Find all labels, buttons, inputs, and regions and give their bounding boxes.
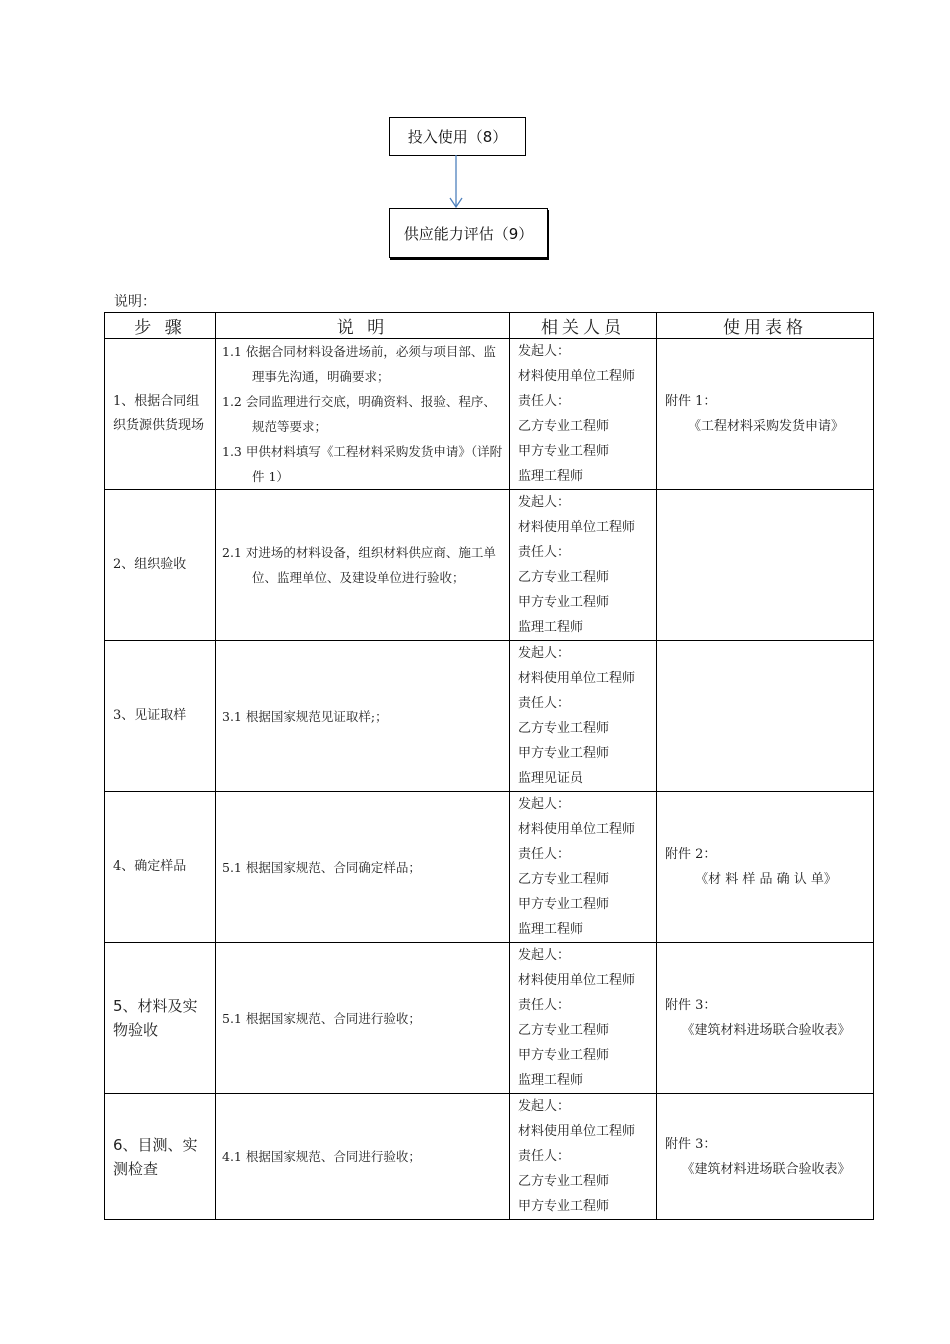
- table-row: [105, 792, 874, 943]
- process-table: [104, 312, 874, 1220]
- people-line: 甲方专业工程师: [518, 1199, 610, 1214]
- description-item: 4.1 根据国家规范、合同进行验收；: [222, 1149, 421, 1164]
- people-line: 责任人：: [518, 998, 571, 1013]
- people-cell: [510, 641, 657, 792]
- description-item: 3.1 根据国家规范见证取样;；: [222, 708, 388, 724]
- people-line: 甲方专业工程师: [518, 1048, 610, 1063]
- flow-box-use: [389, 117, 526, 156]
- people-line: 甲方专业工程师: [518, 746, 610, 761]
- form-cell: [657, 339, 874, 490]
- table-row: [105, 339, 874, 490]
- description-cell: [216, 641, 510, 792]
- people-line: 责任人：: [518, 1149, 571, 1164]
- people-line: 责任人：: [518, 696, 571, 711]
- people-line: 发起人：: [518, 344, 571, 359]
- description-item: 5.1 根据国家规范、合同确定样品；: [222, 859, 421, 875]
- people-line: 监理工程师: [518, 620, 584, 635]
- table-row: [105, 943, 874, 1094]
- table-row: [105, 641, 874, 792]
- people-line: 材料使用单位工程师: [518, 520, 636, 535]
- table-row: [105, 490, 874, 641]
- header-description: 说 明: [216, 313, 510, 339]
- people-cell: [510, 1094, 657, 1220]
- step-cell: 1、根据合同组织货源供货现场: [105, 339, 216, 490]
- header-step: 步 骤: [105, 313, 216, 339]
- step-cell: 4、确定样品: [105, 792, 216, 943]
- people-cell: [510, 339, 657, 490]
- people-line: 材料使用单位工程师: [518, 671, 636, 686]
- people-line: 发起人：: [518, 495, 571, 510]
- description-item: 2.1 对进场的材料设备，组织材料供应商、施工单位、监理单位、及建设单位进行验收；: [222, 545, 496, 585]
- flow-box-evaluation-label: 供应能力评估（9）: [403, 224, 534, 243]
- description-item: 1.1 依据合同材料设备进场前，必须与项目部、监理事先沟通，明确要求；: [222, 344, 496, 384]
- people-line: 材料使用单位工程师: [518, 369, 636, 384]
- description-cell: [216, 1094, 510, 1220]
- step-cell: 5、材料及实物验收: [105, 943, 216, 1094]
- people-line: 责任人：: [518, 394, 571, 409]
- people-cell: [510, 943, 657, 1094]
- description-item: 1.3 甲供材料填写《工程材料采购发货申请》（详附件 1）: [222, 444, 503, 484]
- people-line: 责任人：: [518, 545, 571, 560]
- form-cell: [657, 490, 874, 641]
- table-header-row: [105, 313, 874, 339]
- people-line: 乙方专业工程师: [518, 872, 610, 887]
- people-line: 甲方专业工程师: [518, 444, 610, 459]
- people-line: 监理工程师: [518, 469, 584, 484]
- attachment-name: 《材 料 样 品 确 认 单》: [695, 872, 837, 887]
- attachment-title: 附件 1：: [665, 394, 717, 409]
- people-line: 甲方专业工程师: [518, 595, 610, 610]
- people-line: 乙方专业工程师: [518, 721, 610, 736]
- people-line: 发起人：: [518, 948, 571, 963]
- people-line: 材料使用单位工程师: [518, 822, 636, 837]
- attachment-name: 《建筑材料进场联合验收表》: [681, 1161, 851, 1177]
- people-line: 责任人：: [518, 847, 571, 862]
- people-line: 甲方专业工程师: [518, 897, 610, 912]
- description-cell: [216, 339, 510, 490]
- step-cell: 3、见证取样: [105, 641, 216, 792]
- step-cell: 2、组织验收: [105, 490, 216, 641]
- people-line: 乙方专业工程师: [518, 570, 610, 585]
- people-line: 乙方专业工程师: [518, 419, 610, 434]
- description-item: 1.2 会同监理进行交底，明确资料、报验、程序、规范等要求；: [222, 394, 496, 434]
- attachment-title: 附件 2：: [665, 847, 717, 862]
- form-cell: [657, 943, 874, 1094]
- people-line: 监理工程师: [518, 1073, 584, 1088]
- attachment-name: 《工程材料采购发货申请》: [687, 419, 844, 434]
- people-line: 材料使用单位工程师: [518, 1124, 636, 1139]
- people-cell: [510, 490, 657, 641]
- flow-arrow-icon: [448, 155, 464, 209]
- form-cell: [657, 1094, 874, 1220]
- people-line: 乙方专业工程师: [518, 1023, 610, 1038]
- attachment-name: 《建筑材料进场联合验收表》: [681, 1023, 851, 1038]
- people-line: 监理见证员: [518, 771, 584, 786]
- description-item: 5.1 根据国家规范、合同进行验收；: [222, 1010, 421, 1026]
- attachment-title: 附件 3：: [665, 1136, 717, 1152]
- note-label: 说明：: [114, 294, 156, 310]
- flow-box-use-label: 投入使用（8）: [407, 128, 508, 146]
- header-forms: 使用表格: [657, 313, 874, 339]
- description-cell: [216, 792, 510, 943]
- form-cell: [657, 641, 874, 792]
- description-cell: [216, 943, 510, 1094]
- form-cell: [657, 792, 874, 943]
- people-line: 乙方专业工程师: [518, 1174, 610, 1189]
- people-line: 发起人：: [518, 797, 571, 812]
- people-line: 发起人：: [518, 1099, 571, 1114]
- flow-box-evaluation: [389, 208, 548, 258]
- people-cell: [510, 792, 657, 943]
- attachment-title: 附件 3：: [665, 998, 717, 1013]
- people-line: 发起人：: [518, 646, 571, 661]
- people-line: 材料使用单位工程师: [518, 973, 636, 988]
- description-cell: [216, 490, 510, 641]
- header-people: 相关人员: [510, 313, 657, 339]
- step-cell: 6、目测、实测检查: [105, 1094, 216, 1220]
- table-row: [105, 1094, 874, 1220]
- people-line: 监理工程师: [518, 922, 584, 937]
